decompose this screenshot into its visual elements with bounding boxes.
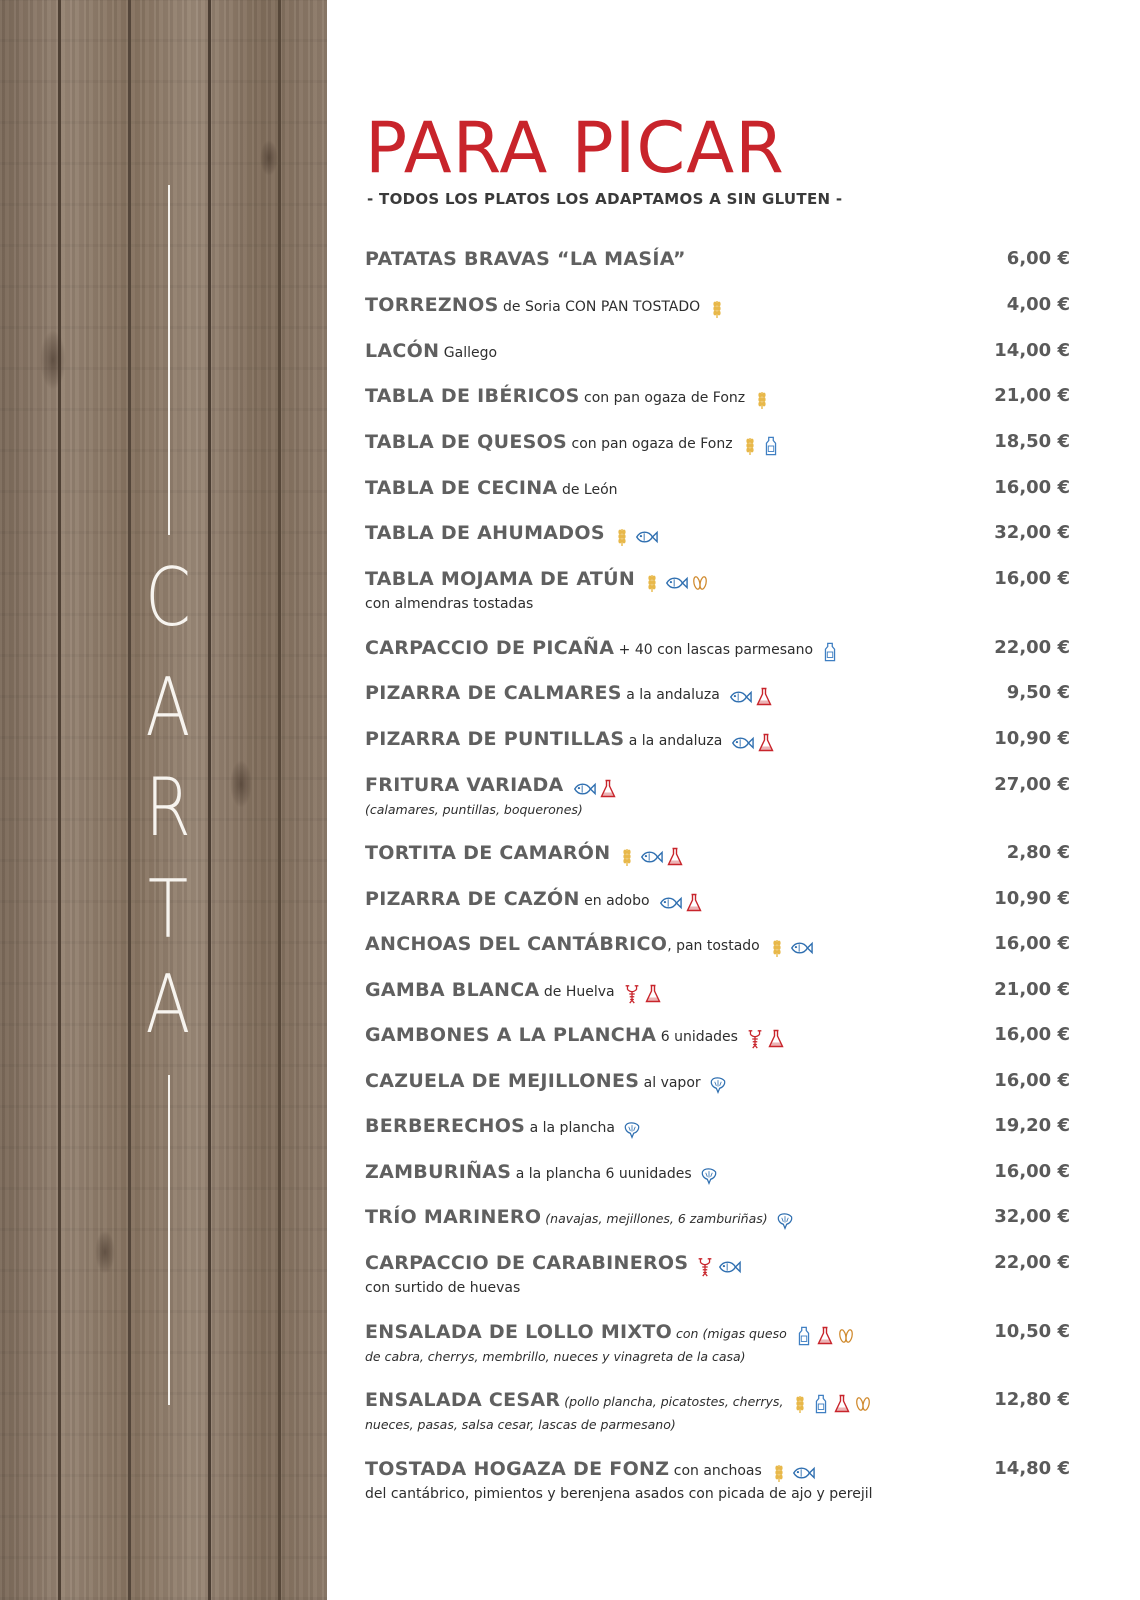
menu-item [365, 929, 1070, 959]
flask-icon [666, 847, 684, 867]
menu-item [365, 884, 1070, 914]
menu-item [365, 1248, 1070, 1298]
allergen-icons [696, 1252, 744, 1282]
menu-item-line [365, 724, 1070, 754]
dish-description: Gallego [439, 345, 498, 361]
menu-item-line [365, 929, 1070, 959]
dish-price: 9,50 € [1006, 682, 1070, 703]
allergen-icons [730, 728, 778, 758]
menu-item [365, 1020, 1070, 1050]
allergen-icons [795, 1321, 858, 1351]
mollusc-icon [623, 1120, 641, 1140]
dish-price: 14,80 € [994, 1458, 1070, 1479]
dish-description: en adobo [579, 893, 650, 909]
dish-price: 22,00 € [994, 1252, 1070, 1273]
menu-item [365, 518, 1070, 548]
dish-name: ZAMBURIÑAS [365, 1161, 512, 1183]
menu-item-line [365, 1111, 1070, 1141]
allergen-icons [643, 568, 712, 598]
allergen-icons [709, 1070, 730, 1100]
wheat-icon [618, 847, 636, 867]
allergen-icons [821, 637, 842, 667]
divider-line-top [168, 185, 170, 535]
menu-item-line [365, 473, 1070, 503]
flask-icon [599, 779, 617, 799]
dish-price: 14,00 € [994, 340, 1070, 361]
fish-icon [717, 1257, 741, 1277]
dish-description: con pan ogaza de Fonz [579, 390, 746, 406]
divider-line-bottom [168, 1075, 170, 1405]
milk-icon [812, 1394, 830, 1414]
dish-price: 16,00 € [994, 1161, 1070, 1182]
menu-item [365, 427, 1070, 457]
wheat-icon [643, 573, 661, 593]
dish-name: ANCHOAS DEL CANTÁBRICO [365, 933, 668, 955]
menu-item-line [365, 1317, 1070, 1347]
allergen-icons [791, 1389, 875, 1419]
dish-description-continued: del cantábrico, pimientos y berenjena asados con picada de ajo y perejil [365, 1486, 873, 1502]
wood-panel [0, 0, 327, 1600]
dish-price: 19,20 € [994, 1115, 1070, 1136]
wood-knot [260, 140, 278, 176]
dish-name: TORREZNOS [365, 294, 499, 316]
allergen-icons [700, 1161, 721, 1191]
flask-icon [816, 1326, 834, 1346]
menu-item [365, 770, 1070, 820]
menu-item-line [365, 1157, 1070, 1187]
dish-price: 32,00 € [994, 522, 1070, 543]
fish-icon [730, 733, 754, 753]
fish-icon [572, 779, 596, 799]
dish-name: BERBERECHOS [365, 1115, 526, 1137]
menu-item-line [365, 884, 1070, 914]
dish-name: TABLA DE AHUMADOS [365, 522, 605, 544]
menu-item [365, 336, 1070, 366]
dish-price: 2,80 € [1006, 842, 1070, 863]
dish-description-continued: con surtido de huevas [365, 1280, 521, 1296]
flask-icon [755, 687, 773, 707]
dish-price: 10,90 € [994, 888, 1070, 909]
flask-icon [757, 733, 775, 753]
menu-item [365, 1202, 1070, 1232]
menu-item [365, 244, 1070, 274]
menu-item [365, 1111, 1070, 1141]
milk-icon [821, 642, 839, 662]
dish-price: 16,00 € [994, 1070, 1070, 1091]
flask-icon [685, 893, 703, 913]
dish-name: TABLA DE CECINA [365, 477, 558, 499]
dish-name: TABLA MOJAMA DE ATÚN [365, 568, 636, 590]
menu-item-line [365, 290, 1070, 320]
wheat-icon [708, 299, 726, 319]
allergen-icons [768, 933, 816, 963]
dish-description: a la plancha 6 uunidades [511, 1166, 692, 1182]
menu-item-line [365, 1454, 1070, 1484]
menu-item [365, 724, 1070, 754]
dish-description: (pollo plancha, picatostes, cherrys, [560, 1394, 784, 1409]
menu-item-line [365, 244, 1070, 274]
crustacean-icon [746, 1029, 764, 1049]
menu-item [365, 838, 1070, 868]
crustacean-icon [696, 1257, 714, 1277]
wood-knot [95, 1230, 115, 1274]
fish-icon [728, 687, 752, 707]
page-title: PARA PICAR [365, 107, 785, 189]
gluten-free-note: - TODOS LOS PLATOS LOS ADAPTAMOS A SIN GLUTEN - [367, 190, 843, 208]
wheat-icon [613, 527, 631, 547]
menu-item-line [365, 1248, 1070, 1278]
allergen-icons [708, 294, 729, 324]
menu-item [365, 381, 1070, 411]
dish-name: TRÍO MARINERO [365, 1206, 542, 1228]
menu-item [365, 290, 1070, 320]
dish-price: 21,00 € [994, 385, 1070, 406]
milk-icon [762, 436, 780, 456]
menu-item-line [365, 633, 1070, 663]
allergen-icons [728, 682, 776, 712]
dish-name: ENSALADA CESAR [365, 1389, 561, 1411]
menu-item [365, 678, 1070, 708]
dish-price: 10,50 € [994, 1321, 1070, 1342]
dish-name: TOSTADA HOGAZA DE FONZ [365, 1458, 670, 1480]
dish-price: 21,00 € [994, 979, 1070, 1000]
allergen-icons [753, 385, 774, 415]
menu-item [365, 1317, 1070, 1367]
dish-name: PIZARRA DE PUNTILLAS [365, 728, 625, 750]
menu-item-line [365, 678, 1070, 708]
dish-description: a la andaluza [624, 733, 723, 749]
menu-item-line [365, 1385, 1070, 1415]
dish-name: TABLA DE QUESOS [365, 431, 568, 453]
menu-item-line [365, 564, 1070, 594]
menu-item-line [365, 518, 1070, 548]
crustacean-icon [623, 984, 641, 1004]
menu-item [365, 1066, 1070, 1096]
dish-name: PIZARRA DE CALMARES [365, 682, 622, 704]
menu-item [365, 1157, 1070, 1187]
wheat-icon [741, 436, 759, 456]
allergen-icons [623, 1115, 644, 1145]
dish-description-continued: (calamares, puntillas, boquerones) [365, 802, 583, 817]
allergen-icons [741, 431, 783, 461]
menu-item [365, 975, 1070, 1005]
side-letter: A [145, 661, 191, 754]
wheat-icon [791, 1394, 809, 1414]
dish-name: LACÓN [365, 340, 440, 362]
menu-item-line [365, 770, 1070, 800]
dish-price: 16,00 € [994, 568, 1070, 589]
dish-description: a la plancha [525, 1120, 615, 1136]
dish-description-continued: con almendras tostadas [365, 596, 534, 612]
flask-icon [833, 1394, 851, 1414]
menu-item-line [365, 1020, 1070, 1050]
menu-item-line [365, 975, 1070, 1005]
flask-icon [767, 1029, 785, 1049]
allergen-icons [613, 522, 661, 552]
nut-icon [837, 1326, 855, 1346]
side-letter: R [145, 761, 191, 854]
wood-knot [40, 330, 66, 390]
dish-price: 16,00 € [994, 1024, 1070, 1045]
fish-icon [789, 938, 813, 958]
dish-price: 18,50 € [994, 431, 1070, 452]
dish-description: con pan ogaza de Fonz [567, 436, 733, 452]
mollusc-icon [709, 1075, 727, 1095]
allergen-icons [623, 979, 665, 1009]
dish-price: 12,80 € [994, 1389, 1070, 1410]
dish-price: 22,00 € [994, 637, 1070, 658]
wheat-icon [753, 390, 771, 410]
dish-price: 16,00 € [994, 933, 1070, 954]
fish-icon [791, 1463, 815, 1483]
allergen-icons [746, 1024, 788, 1054]
allergen-icons [618, 842, 687, 872]
dish-name: CAZUELA DE MEJILLONES [365, 1070, 640, 1092]
menu-item-line [365, 1202, 1070, 1232]
dish-name: ENSALADA DE LOLLO MIXTO [365, 1321, 673, 1343]
fish-icon [634, 527, 658, 547]
dish-name: GAMBA BLANCA [365, 979, 540, 1001]
dish-name: FRITURA VARIADA [365, 774, 564, 796]
dish-name: TORTITA DE CAMARÓN [365, 842, 611, 864]
mollusc-icon [776, 1211, 794, 1231]
side-letter: A [145, 958, 191, 1051]
dish-price: 16,00 € [994, 477, 1070, 498]
dish-description: , pan tostado [667, 938, 760, 954]
menu-item-line [365, 336, 1070, 366]
milk-icon [795, 1326, 813, 1346]
mollusc-icon [700, 1166, 718, 1186]
dish-description: (navajas, mejillones, 6 zamburiñas) [541, 1211, 768, 1226]
menu-item [365, 564, 1070, 614]
menu-item-line [365, 381, 1070, 411]
dish-price: 32,00 € [994, 1206, 1070, 1227]
fish-icon [664, 573, 688, 593]
dish-name: CARPACCIO DE PICAÑA [365, 637, 615, 659]
wood-knot [230, 760, 252, 808]
dish-description: de Huelva [539, 984, 615, 1000]
allergen-icons [776, 1206, 797, 1236]
menu-item [365, 473, 1070, 503]
dish-description: a la andaluza [621, 687, 720, 703]
dish-name: PATATAS BRAVAS “LA MASÍA” [365, 248, 686, 270]
wheat-icon [768, 938, 786, 958]
menu-item [365, 1385, 1070, 1435]
dish-description: + 40 con lascas parmesano [614, 642, 814, 658]
dish-description-continued: nueces, pasas, salsa cesar, lascas de parmesano) [365, 1417, 676, 1432]
menu-item [365, 1454, 1070, 1504]
allergen-icons [658, 888, 706, 918]
dish-name: TABLA DE IBÉRICOS [365, 385, 580, 407]
nut-icon [691, 573, 709, 593]
side-letter: T [147, 863, 189, 956]
menu-item-line [365, 1066, 1070, 1096]
dish-price: 27,00 € [994, 774, 1070, 795]
side-letter: C [145, 551, 191, 644]
dish-description: al vapor [639, 1075, 701, 1091]
fish-icon [639, 847, 663, 867]
flask-icon [644, 984, 662, 1004]
menu-item-line [365, 427, 1070, 457]
nut-icon [854, 1394, 872, 1414]
dish-name: CARPACCIO DE CARABINEROS [365, 1252, 689, 1274]
dish-price: 4,00 € [1006, 294, 1070, 315]
dish-name: GAMBONES A LA PLANCHA [365, 1024, 657, 1046]
dish-description: con (migas queso [672, 1326, 787, 1341]
dish-price: 6,00 € [1006, 248, 1070, 269]
menu-item [365, 633, 1070, 663]
wheat-icon [770, 1463, 788, 1483]
dish-price: 10,90 € [994, 728, 1070, 749]
fish-icon [658, 893, 682, 913]
dish-description: de León [557, 482, 618, 498]
dish-description: con anchoas [669, 1463, 762, 1479]
dish-description: 6 unidades [656, 1029, 738, 1045]
dish-description-continued: de cabra, cherrys, membrillo, nueces y vinagreta de la casa) [365, 1349, 746, 1364]
menu-item-line [365, 838, 1070, 868]
dish-description: de Soria CON PAN TOSTADO [498, 299, 701, 315]
dish-name: PIZARRA DE CAZÓN [365, 888, 580, 910]
